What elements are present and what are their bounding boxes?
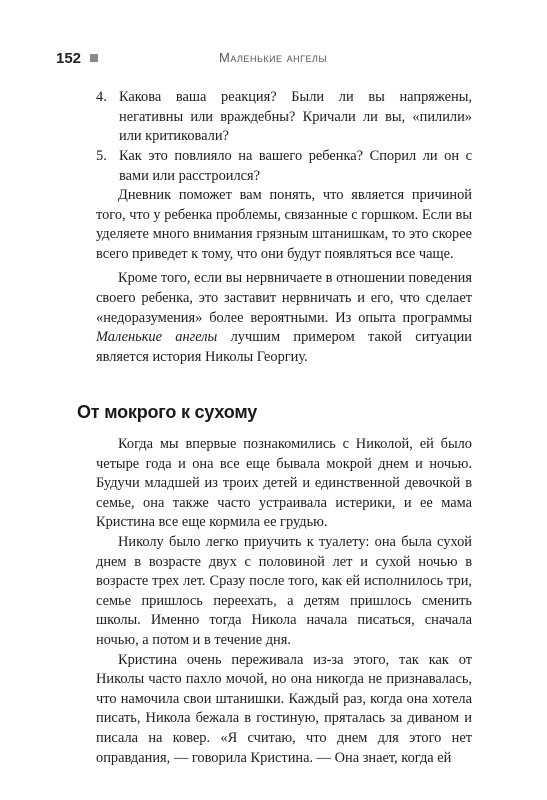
section-text — [96, 435, 472, 768]
paragraph: Дневник поможет вам понять, что является причиной того, что у ребенка проблемы, связанные с горшком. Если вы уделяете много внимания грязным штанишкам, то это скорее всего приведет к тому, что они будут появляться все чаще. — [96, 187, 472, 262]
book-title-italic: Маленькие ангелы — [96, 329, 218, 346]
paragraph: Кристина очень переживала из-за этого, так как от Николы часто пахло мочой, но она никогда не признавалась, что намочила свои штанишки. Каждый раз, когда она хотела писать, Никола бежала в гостиную, пряталась за диваном и писала на ковер. «Я считаю, что днем для этого нет оправдания, — говорила Кристина. — Она знает, когда ей — [96, 651, 472, 766]
intro-text — [96, 186, 472, 367]
list-item-text: Какова ваша реакция? Были ли вы напряжены, негативны или враждебны? Кричали ли вы, «пилили» или критиковали? — [119, 89, 472, 145]
page-number: 152 — [56, 50, 82, 67]
list-item — [96, 147, 472, 186]
running-header — [56, 50, 476, 70]
running-title: Маленькие ангелы — [219, 50, 327, 65]
paragraph-text: лучшим примером такой ситуации является история Николы Георгиу. — [96, 329, 472, 365]
paragraph: Когда мы впервые познакомились с Николой, ей было четыре года и она все еще бывала мокрой днем и ночью. Будучи младшей из троих детей и единственной девочкой в семье, она также часто устраивала истерики, и ее мама Кристина все еще кормила ее грудью. — [96, 436, 472, 531]
header-square-ornament — [90, 54, 98, 62]
section-heading: От мокрого к сухому — [77, 402, 258, 422]
list-item — [96, 88, 472, 147]
list-item-number: 4. — [96, 89, 107, 105]
list-item-text: Как это повлияло на вашего ребенка? Спорил ли он с вами или расстроился? — [119, 148, 472, 184]
list-item-number: 5. — [96, 148, 107, 164]
paragraph — [96, 269, 472, 367]
paragraph: Николу было легко приучить к туалету: она была сухой днем в возрасте двух с половиной лет и сухой ночью в возрасте трех лет. Сразу после того, как ей исполнилось три, семье пришлось переехать, а детям пришлось сменить школы. Именно тогда Никола начала писаться, сначала ночью, а потом и в течение дня. — [96, 533, 472, 648]
paragraph-text: Кроме того, если вы нервничаете в отношении поведения своего ребенка, это заставит нервничать и его, что сделает «недоразумения» более вероятными. Из опыта программы — [96, 270, 472, 326]
